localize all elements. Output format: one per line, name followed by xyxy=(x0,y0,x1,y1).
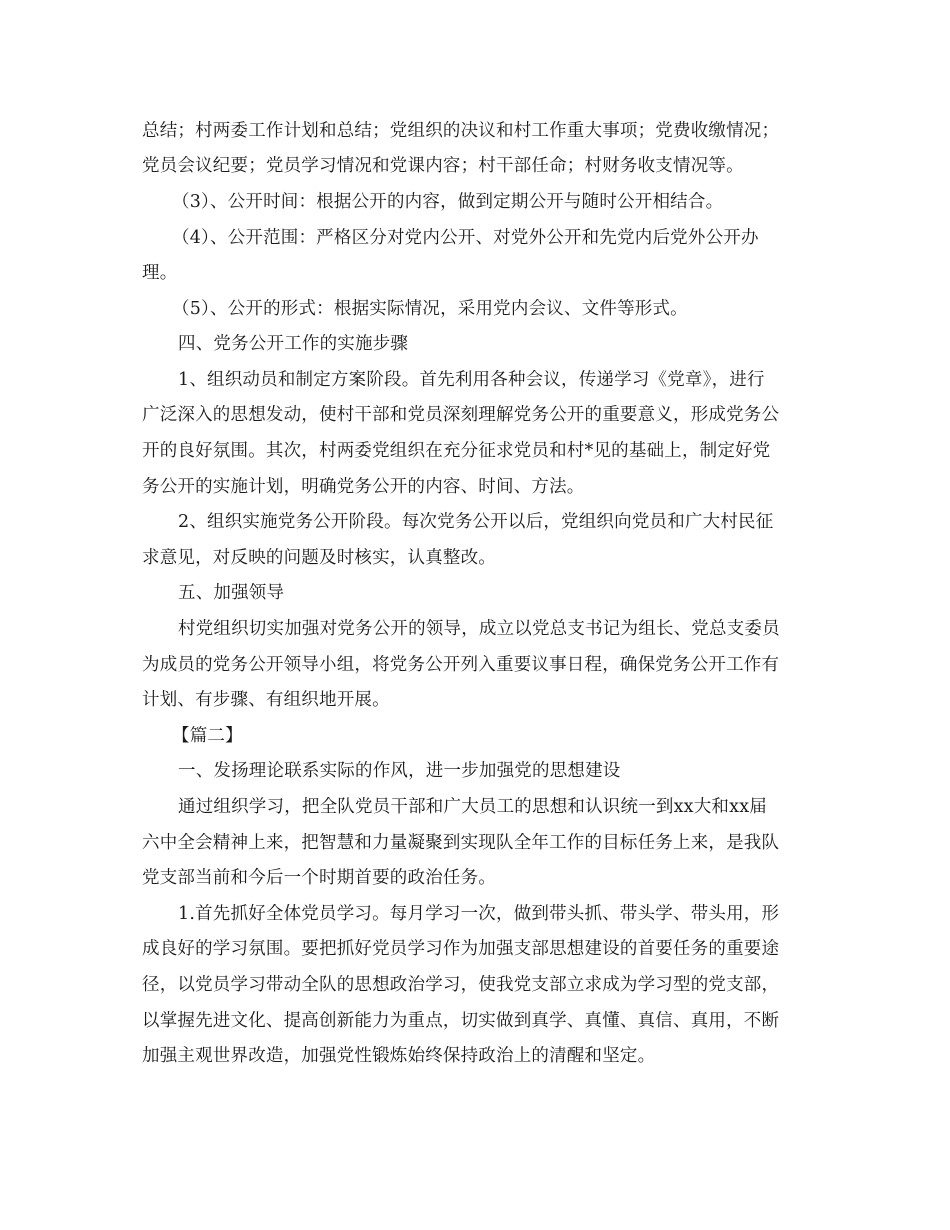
text-line: 理。 xyxy=(142,263,178,283)
part-heading: 【篇二】 xyxy=(172,726,243,746)
text-line: 求意见，对反映的问题及时核实，认真整改。 xyxy=(142,548,496,568)
text-line: （5）、公开的形式：根据实际情况，采用党内会议、文件等形式。 xyxy=(172,299,688,319)
text-line: 成良好的学习氛围。要把抓好党员学习作为加强支部思想建设的首要任务的重要途 xyxy=(142,939,780,959)
text-line: 为成员的党务公开领导小组，将党务公开列入重要议事日程，确保党务公开工作有 xyxy=(142,655,780,675)
text-line: 1.首先抓好全体党员学习。每月学习一次，做到带头抓、带头学、带头用，形 xyxy=(178,904,780,924)
text-line: 务公开的实施计划，明确党务公开的内容、时间、方法。 xyxy=(142,477,585,497)
text-line: 开的良好氛围。其次，村两委党组织在充分征求党员和村*见的基础上，制定好党 xyxy=(142,441,771,461)
section-heading: 四、党务公开工作的实施步骤 xyxy=(178,334,409,354)
text-line: 计划、有步骤、有组织地开展。 xyxy=(142,690,390,710)
text-line: 村党组织切实加强对党务公开的领导，成立以党总支书记为组长、党总支委员 xyxy=(178,619,780,639)
section-heading: 五、加强领导 xyxy=(178,583,285,603)
text-line: （3）、公开时间：根据公开的内容，做到定期公开与随时公开相结合。 xyxy=(172,192,724,212)
text-line: 广泛深入的思想发动，使村干部和党员深刻理解党务公开的重要意义，形成党务公 xyxy=(142,405,780,425)
text-line: 加强主观世界改造，加强党性锻炼始终保持政治上的清醒和坚定。 xyxy=(142,1046,656,1066)
section-heading: 一、发扬理论联系实际的作风，进一步加强党的思想建设 xyxy=(178,761,621,781)
text-line: 六中全会精神上来，把智慧和力量凝聚到实现队全年工作的目标任务上来，是我队 xyxy=(142,833,780,853)
text-line: 径，以党员学习带动全队的思想政治学习，使我党支部立求成为学习型的党支部， xyxy=(142,975,780,995)
text-line: 1、组织动员和制定方案阶段。首先利用各种会议，传递学习《党章》，进行 xyxy=(178,370,765,390)
text-line: 2、组织实施党务公开阶段。每次党务公开以后，党组织向党员和广大村民征 xyxy=(178,512,774,532)
text-line: 通过组织学习，把全队党员干部和广大员工的思想和认识统一到xx大和xx届 xyxy=(178,797,767,817)
text-line: （4）、公开范围：严格区分对党内公开、对党外公开和先党内后党外公开办 xyxy=(172,228,759,248)
text-line: 党员会议纪要；党员学习情况和党课内容；村干部任命；村财务收支情况等。 xyxy=(142,156,744,176)
text-line: 总结；村两委工作计划和总结；党组织的决议和村工作重大事项；党费收缴情况； xyxy=(142,121,780,141)
text-line: 以掌握先进文化、提高创新能力为重点，切实做到真学、真懂、真信、真用，不断 xyxy=(142,1011,780,1031)
text-line: 党支部当前和今后一个时期首要的政治任务。 xyxy=(142,868,496,888)
